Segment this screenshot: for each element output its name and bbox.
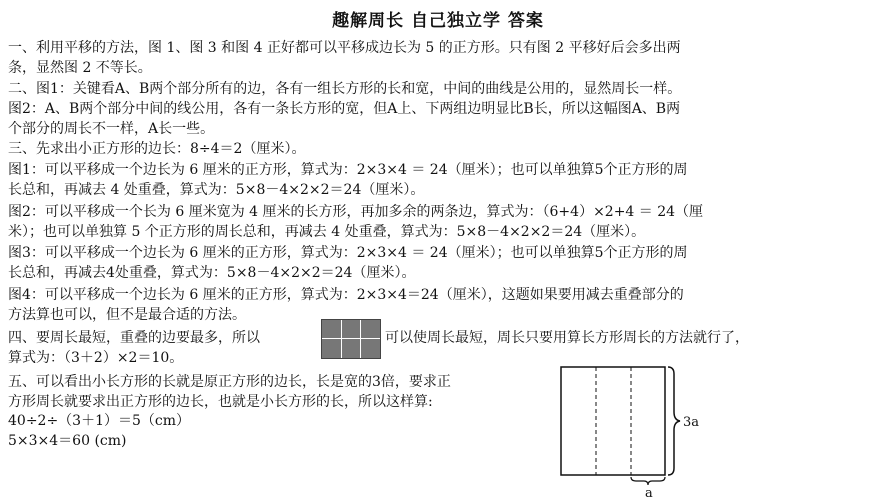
square-grid-figure: [321, 319, 381, 359]
text-line: 图2：A、B两个部分中间的线公用，各有一条长方形的宽，但A上、下两组边明显比B长，所以这幅图A、B两: [8, 101, 681, 117]
square-outline: [561, 367, 665, 475]
divided-square-figure: [556, 360, 716, 500]
label-a: a: [645, 486, 653, 500]
text-line: 个部分的周长不一样，A长一些。: [8, 121, 215, 137]
bottom-brace: [631, 477, 665, 485]
text-line: 长总和，再减去 4 处重叠，算式为：5×8－4×2×2＝24（厘米）。: [8, 182, 425, 198]
label-3a: 3a: [683, 415, 700, 430]
text-line: 三、先求出小正方形的边长：8÷4＝2（厘米）。: [8, 141, 306, 157]
part4-text-after: 可以使周长最短，周长只要用算长方形周长的方法就行了，: [385, 330, 749, 346]
part5-line: 五、可以看出小长方形的长就是原正方形的边长，长是宽的3倍，要求正: [8, 374, 451, 390]
text-line: 米）；也可以单独算 5 个正方形的周长总和，再减去 4 处重叠，算式为：5×8－4×2×2＝24（厘米）。: [8, 224, 646, 240]
text-line: 一、利用平移的方法，图 1、图 3 和图 4 正好都可以平移成边长为 5 的正方形。只有图 2 平移好后会多出两: [8, 40, 681, 56]
right-brace: [668, 367, 680, 475]
page-title: 趣解周长 自己独立学 答案: [332, 11, 544, 31]
part5-line: 方形周长就要求出正方形的边长，也就是小长方形的长，所以这样算:: [8, 394, 433, 410]
text-line: 图3：可以平移成一个边长为 6 厘米的正方形，算式为：2×3×4 ＝ 24（厘米）；也可以单独算5个正方形的周: [8, 245, 688, 261]
part5-formula: 5×3×4＝60 (cm): [8, 433, 127, 449]
text-line: 图2：可以平移成一个长为 6 厘米宽为 4 厘米的长方形，再加多余的两条边，算式为：（6+4）×2+4 ＝ 24（厘: [8, 204, 704, 220]
text-line: 二、图1：关键看A、B两个部分所有的边，各有一组长方形的长和宽，中间的曲线是公用的，显然周长一样。: [8, 81, 682, 97]
text-line: 方法算也可以，但不是最合适的方法。: [8, 307, 246, 323]
part4-formula: 算式为：（3＋2）×2＝10。: [8, 350, 184, 366]
text-line: 图1：可以平移成一个边长为 6 厘米的正方形，算式为：2×3×4 ＝ 24（厘米）；也可以单独算5个正方形的周: [8, 162, 688, 178]
text-line: 条，显然图 2 不等长。: [8, 60, 152, 76]
part5-formula: 40÷2÷（3＋1）＝5（cm）: [8, 413, 191, 429]
part4-text-before: 四、要周长最短，重叠的边要最多，所以: [8, 330, 260, 346]
text-line: 图4：可以平移成一个边长为 6 厘米的正方形，算式为：2×3×4＝24（厘米），这题如果要用减去重叠部分的: [8, 287, 684, 303]
text-line: 长总和，再减去4处重叠，算式为：5×8－4×2×2＝24（厘米）。: [8, 265, 416, 281]
